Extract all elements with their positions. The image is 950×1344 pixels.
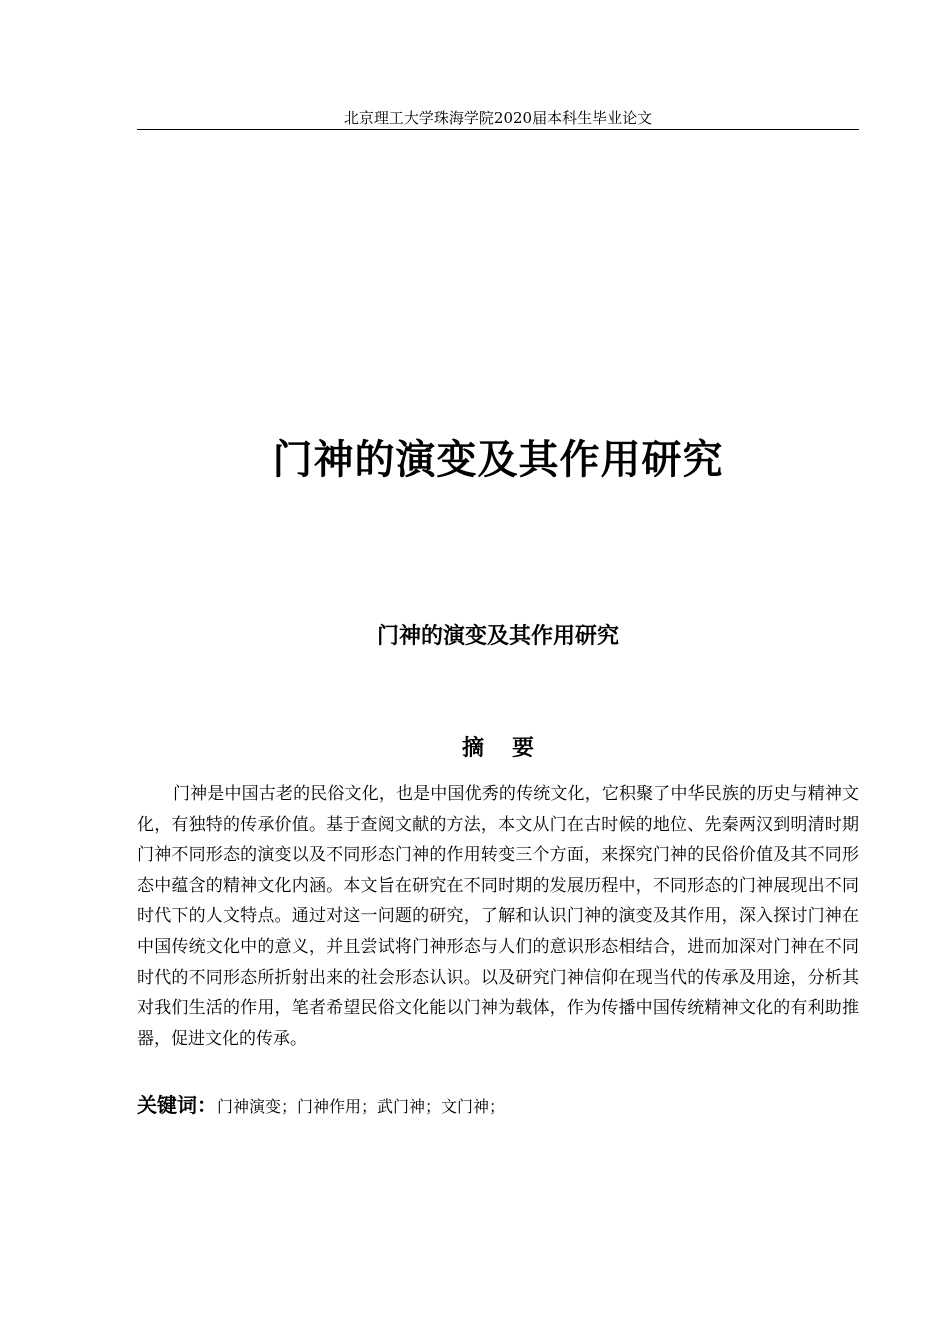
thesis-title: 门神的演变及其作用研究 xyxy=(272,437,724,483)
abstract-heading: 摘要 xyxy=(461,736,562,761)
keywords-line xyxy=(137,1090,859,1122)
keywords-label: 关键词： xyxy=(137,1093,217,1117)
abstract-body: 门神是中国古老的民俗文化，也是中国优秀的传统文化，它积聚了中华民族的历史与精神文化，有独特的传承价值。基于查阅文献的方法，本文从门在古时候的地位、先秦两汉到明清时期门神不同形态的演变以及不同形态门神的作用转变三个方面，来探究门神的民俗价值及其不同形态中蕴含的精神文化内涵。本文旨在研究在不同时期的发展历程中，不同形态的门神展现出不同时代下的人文特点。通过对这一问题的研究，了解和认识门神的演变及其作用，深入探讨门神在中国传统文化中的意义，并且尝试将门神形态与人们的意识形态相结合，进而加深对门神在不同时代的不同形态所折射出来的社会形态认识。以及研究门神信仰在现当代的传承及用途，分析其对我们生活的作用，笔者希望民俗文化能以门神为载体，作为传播中国传统精神文化的有利助推器，促进文化的传承。 xyxy=(137,784,859,1049)
header-divider xyxy=(137,129,859,130)
keywords-value: 门神演变；门神作用；武门神；文门神； xyxy=(217,1097,506,1116)
running-header: 北京理工大学珠海学院2020届本科生毕业论文 xyxy=(343,109,653,127)
thesis-subtitle: 门神的演变及其作用研究 xyxy=(376,624,619,649)
